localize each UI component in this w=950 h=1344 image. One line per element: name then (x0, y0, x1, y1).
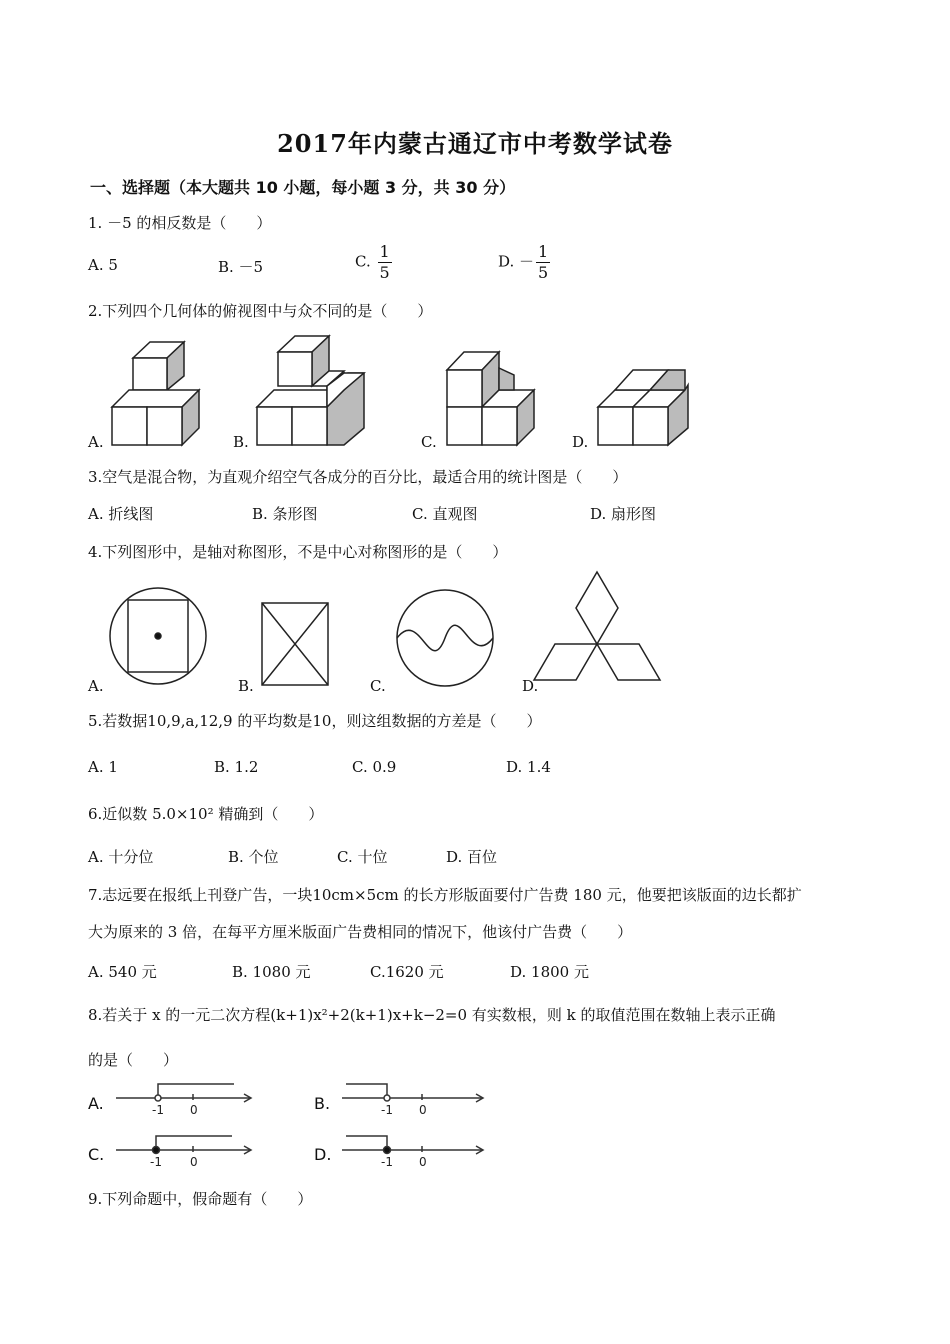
q2-solids-figure (80, 330, 720, 455)
q8-label-b: B. (314, 1094, 331, 1113)
q6-option-a: A. 十分位 (88, 848, 154, 866)
q2-label-b: B. (233, 433, 249, 451)
q1-option-a: A. 5 (88, 256, 118, 274)
q6-option-b: B. 个位 (228, 848, 279, 866)
q4-label-d: D. (522, 677, 539, 695)
solid-d (598, 370, 688, 445)
q1-d-label: D. － (498, 252, 535, 271)
q1-d-denominator: 5 (538, 263, 549, 282)
question-9-stem: 9.下列命题中，假命题有（ ） (88, 1190, 313, 1208)
q1-option-d (498, 242, 550, 283)
q1-c-label: C. (355, 252, 371, 271)
q8-number-lines (110, 1080, 500, 1180)
q3-option-a: A. 折线图 (88, 505, 154, 523)
q2-label-c: C. (421, 433, 437, 451)
question-8-line-1: 8.若关于 x 的一元二次方程(k+1)x²+2(k+1)x+k−2=0 有实数根，则 k 的取值范围在数轴上表示正确 (88, 1006, 776, 1024)
solid-c (447, 352, 534, 445)
q4-label-c: C. (370, 677, 386, 695)
q7-option-c: C.1620 元 (370, 963, 444, 981)
numberline-d (342, 1136, 483, 1154)
q8-label-d: D. (314, 1145, 332, 1164)
question-6-stem: 6.近似数 5.0×10² 精确到（ ） (88, 805, 324, 823)
q1-option-b: B. －5 (218, 258, 264, 276)
q3-option-c: C. 直观图 (412, 505, 478, 523)
shape-a-circle-square (110, 588, 206, 684)
q1-c-fraction (378, 242, 392, 283)
q1-option-c (355, 242, 392, 283)
numberline-a (116, 1084, 251, 1102)
tick-d-neg1: -1 (381, 1155, 393, 1169)
q6-option-d: D. 百位 (446, 848, 498, 866)
q5-option-c: C. 0.9 (352, 758, 397, 776)
q4-label-b: B. (238, 677, 254, 695)
question-5-stem: 5.若数据10,9,a,12,9 的平均数是10，则这组数据的方差是（ ） (88, 712, 542, 730)
q1-d-fraction (536, 242, 550, 283)
tick-b-0: 0 (419, 1103, 427, 1117)
tick-c-neg1: -1 (150, 1155, 162, 1169)
q2-label-d: D. (572, 433, 589, 451)
question-7-line-2: 大为原来的 3 倍，在每平方厘米版面广告费相同的情况下，他该付广告费（ ） (88, 923, 633, 941)
page-title: 2017年内蒙古通辽市中考数学试卷 (277, 129, 673, 158)
shape-b-rect-x (262, 603, 328, 685)
q7-option-b: B. 1080 元 (232, 963, 311, 981)
q3-option-d: D. 扇形图 (590, 505, 657, 523)
solid-b (257, 336, 364, 445)
q7-option-d: D. 1800 元 (510, 963, 589, 981)
q1-c-numerator: 1 (379, 242, 390, 261)
shape-d-three-rhombus (534, 572, 660, 680)
q2-label-a: A. (88, 433, 104, 451)
q3-option-b: B. 条形图 (252, 505, 318, 523)
q4-shapes-figure (100, 568, 670, 693)
q5-option-b: B. 1.2 (214, 758, 259, 776)
q7-option-a: A. 540 元 (88, 963, 157, 981)
tick-a-0: 0 (190, 1103, 198, 1117)
shape-c-yin-yang (397, 590, 493, 686)
question-2-stem: 2.下列四个几何体的俯视图中与众不同的是（ ） (88, 302, 433, 320)
tick-b-neg1: -1 (381, 1103, 393, 1117)
tick-c-0: 0 (190, 1155, 198, 1169)
question-1-stem: 1. －5 的相反数是（ ） (88, 214, 272, 232)
question-8-line-2: 的是（ ） (88, 1051, 179, 1069)
question-7-line-1: 7.志远要在报纸上刊登广告，一块10cm×5cm 的长方形版面要付广告费 180 元，他要把该版面的边长都扩 (88, 886, 802, 904)
q1-d-numerator: 1 (538, 242, 549, 261)
section-heading: 一、选择题（本大题共 10 小题，每小题 3 分，共 30 分） (90, 178, 516, 197)
q5-option-a: A. 1 (88, 758, 118, 776)
question-3-stem: 3.空气是混合物，为直观介绍空气各成分的百分比，最适合用的统计图是（ ） (88, 468, 628, 486)
numberline-c (116, 1136, 251, 1154)
q5-option-d: D. 1.4 (506, 758, 551, 776)
question-4-stem: 4.下列图形中，是轴对称图形，不是中心对称图形的是（ ） (88, 543, 508, 561)
tick-a-neg1: -1 (152, 1103, 164, 1117)
tick-d-0: 0 (419, 1155, 427, 1169)
solid-a (112, 342, 199, 445)
q8-label-c: C. (88, 1145, 105, 1164)
q6-option-c: C. 十位 (337, 848, 388, 866)
q4-label-a: A. (88, 677, 104, 695)
q8-label-a: A. (88, 1094, 104, 1113)
q1-c-denominator: 5 (379, 263, 390, 282)
numberline-b (342, 1084, 483, 1102)
